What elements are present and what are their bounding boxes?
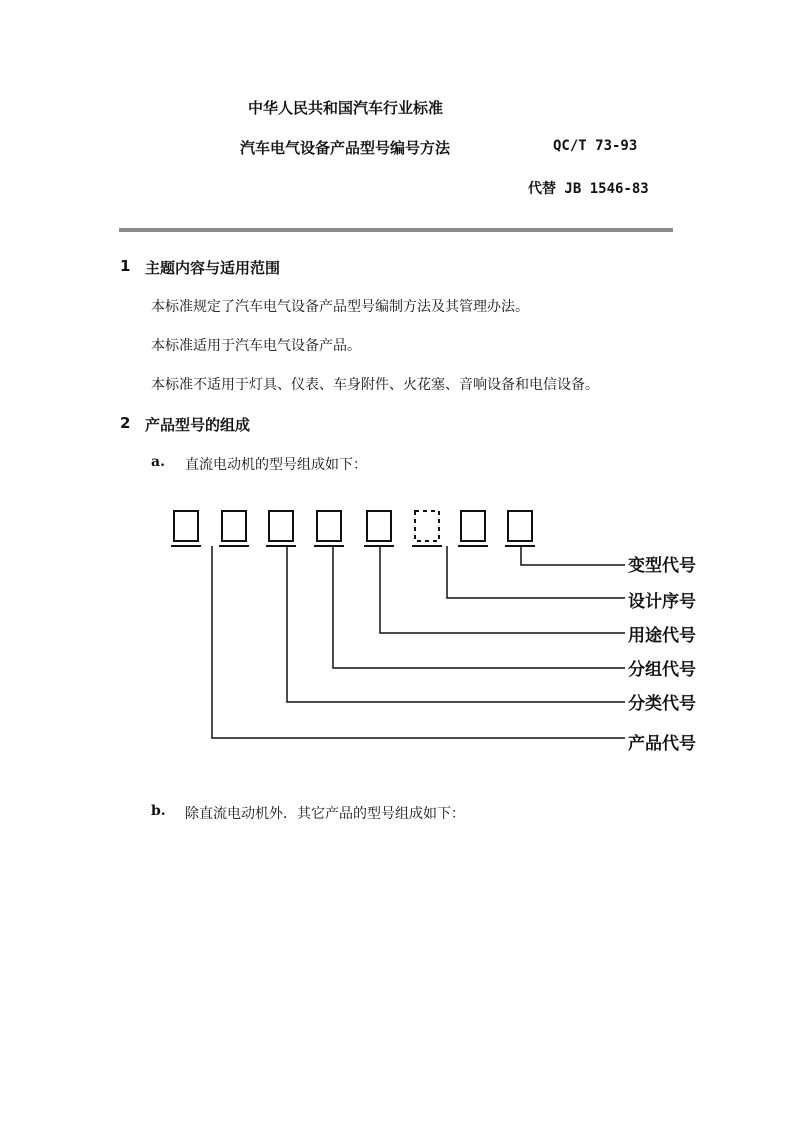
- label-product-code: 产品代号: [628, 734, 696, 754]
- code-box-5: [367, 511, 391, 541]
- item-a-label: a.: [151, 454, 165, 470]
- section-2-number: 2: [120, 414, 131, 432]
- section-2-title: 产品型号的组成: [145, 416, 251, 434]
- standard-org: 中华人民共和国汽车行业标准: [248, 99, 444, 117]
- code-box-2: [222, 511, 246, 541]
- paragraph: 本标准不适用于灯具、仪表、车身附件、火花塞、音响设备和电信设备。: [151, 377, 599, 393]
- item-b-label: b.: [151, 803, 166, 819]
- code-box-3: [269, 511, 293, 541]
- leader-line-product: [212, 546, 625, 738]
- leader-line-use: [380, 546, 625, 633]
- label-variant-code: 变型代号: [628, 556, 696, 576]
- replaces-code: 代替 JB 1546-83: [528, 181, 649, 197]
- section-1-number: 1: [120, 257, 131, 275]
- label-use-code: 用途代号: [628, 626, 696, 646]
- label-group-code: 分组代号: [628, 660, 696, 680]
- standard-code: QC/T 73-93: [553, 138, 638, 154]
- item-b-text: 除直流电动机外．其它产品的型号组成如下：: [185, 806, 465, 822]
- code-box-8: [508, 511, 532, 541]
- label-class-code: 分类代号: [628, 694, 696, 714]
- code-box-7: [461, 511, 485, 541]
- leader-line-class: [287, 546, 625, 702]
- leader-line-variant: [521, 546, 625, 565]
- code-box-6-optional: [415, 511, 439, 541]
- label-design-number: 设计序号: [628, 592, 696, 612]
- leader-line-design: [447, 546, 625, 598]
- section-1-title: 主题内容与适用范围: [145, 259, 281, 277]
- item-a-text: 直流电动机的型号组成如下：: [185, 457, 367, 473]
- paragraph: 本标准规定了汽车电气设备产品型号编制方法及其管理办法。: [151, 299, 529, 315]
- standard-title: 汽车电气设备产品型号编号方法: [240, 139, 451, 157]
- code-box-4: [317, 511, 341, 541]
- paragraph: 本标准适用于汽车电气设备产品。: [151, 338, 361, 354]
- code-box-1: [174, 511, 198, 541]
